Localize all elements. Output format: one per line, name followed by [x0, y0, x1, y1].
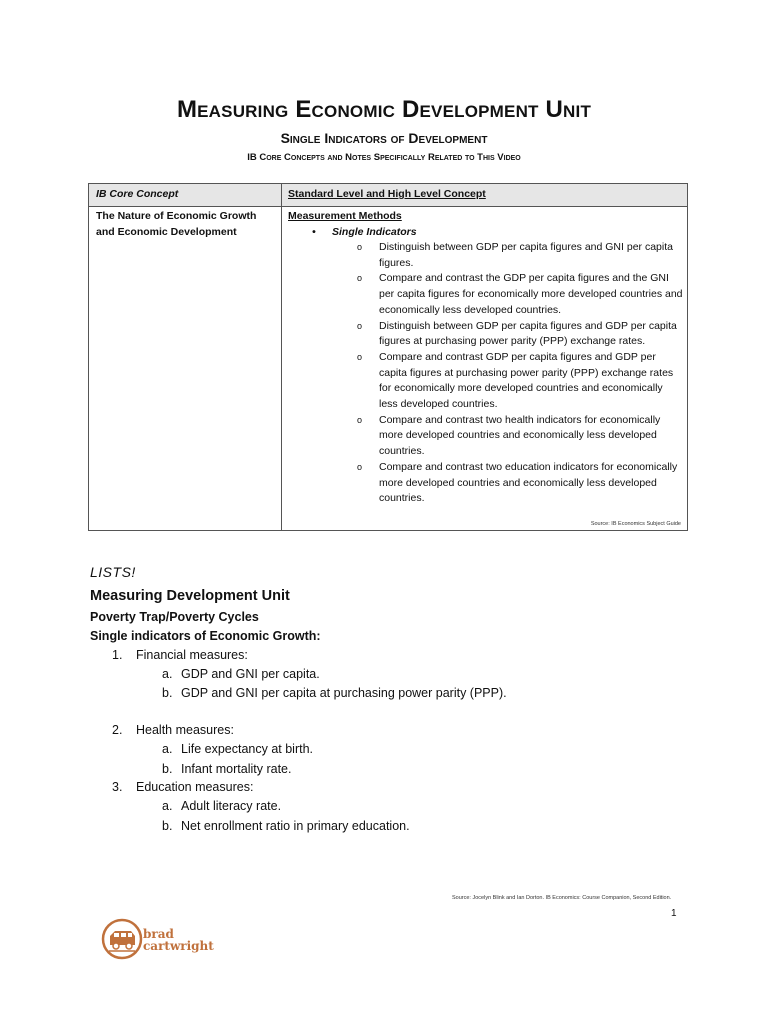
criteria-text: Distinguish between GDP per capita figures and GDP per capita figures at purchasing power parity (PPP) exchange rates. — [379, 319, 677, 348]
concept-table — [88, 183, 688, 531]
list-subitem-text: Life expectancy at birth. — [181, 742, 314, 756]
brand-logo — [101, 914, 221, 966]
single-indicators-heading: Single indicators of Economic Growth: — [90, 629, 321, 643]
circle-bullet-icon: o — [357, 414, 363, 425]
list-subitem-text: Infant mortality rate. — [181, 762, 292, 776]
criteria-text: Compare and contrast GDP per capita figures and GDP per capita figures at purchasing power parity (PPP) exchange rates for economically more developed countries and economically less developed countries. — [379, 350, 674, 411]
bottom-source-note: Source: Jocelyn Blink and Ian Dorton. IB Economics: Course Companion, Second Edition. — [452, 895, 672, 901]
list-letter: b. — [162, 762, 173, 776]
table-column-divider — [281, 184, 282, 530]
criteria-item — [288, 240, 684, 271]
single-indicators-label: Single Indicators — [332, 226, 417, 238]
poverty-heading: Poverty Trap/Poverty Cycles — [90, 610, 259, 624]
criteria-text: Compare and contrast two health indicators for economically more developed countries and economically less developed countries. — [379, 413, 661, 458]
criteria-text: Distinguish between GDP per capita figures and GNI per capita figures. — [379, 241, 673, 269]
criteria-item — [288, 271, 684, 318]
bullet-icon: • — [312, 226, 316, 238]
list-number: 1. — [112, 648, 123, 662]
list-number: 3. — [112, 780, 123, 794]
list-subitem-text: GDP and GNI per capita. — [181, 667, 320, 681]
circle-bullet-icon: o — [357, 242, 363, 252]
table-header-level-concept: Standard Level and High Level Concept — [288, 188, 486, 200]
page-subsubtitle: IB Core Concepts and Notes Specifically Related to This Video — [247, 152, 521, 163]
criteria-item — [288, 319, 684, 350]
criteria-text: Compare and contrast two education indicators for economically more developed countries and economically less developed countries. — [379, 460, 678, 505]
criteria-list — [288, 240, 684, 507]
list-letter: a. — [162, 667, 173, 681]
core-concept-line-2: and Economic Development — [96, 226, 237, 238]
table-source-note: Source: IB Economics Subject Guide — [590, 521, 681, 527]
list-subitem-text: Adult literacy rate. — [181, 799, 282, 813]
page-title: Measuring Economic Development Unit — [176, 96, 592, 123]
logo-text-cartwright: cartwright — [143, 939, 214, 953]
list-letter: b. — [162, 686, 173, 700]
logo-text-brad: brad — [143, 927, 174, 941]
single-indicators-item — [312, 224, 708, 240]
list-letter: a. — [162, 799, 173, 813]
list-number: 2. — [112, 723, 123, 737]
unit-heading: Measuring Development Unit — [90, 588, 290, 604]
core-concept-line-1: The Nature of Economic Growth — [96, 210, 257, 222]
criteria-item — [288, 350, 684, 413]
criteria-text: Compare and contrast the GDP per capita figures and the GNI per capita figures for economically more developed countries and economically less developed countries. — [379, 272, 683, 316]
circle-bullet-icon: o — [357, 320, 363, 331]
circle-bullet-icon: o — [357, 273, 363, 284]
level-concept-cell — [288, 208, 684, 507]
circle-bullet-icon: o — [357, 461, 363, 472]
lists-heading: LISTS! — [90, 564, 136, 580]
list-letter: a. — [162, 742, 173, 756]
list-item-label: Financial measures: — [136, 648, 248, 662]
criteria-item — [288, 413, 684, 460]
criteria-item — [288, 460, 684, 507]
table-header-core-concept: IB Core Concept — [96, 188, 179, 200]
van-logo-icon — [101, 918, 143, 960]
measurement-methods-heading: Measurement Methods — [288, 210, 402, 222]
list-item-label: Education measures: — [136, 780, 254, 794]
page-subtitle: Single Indicators of Development — [280, 130, 488, 146]
list-letter: b. — [162, 819, 173, 833]
page-number: 1 — [671, 908, 677, 919]
list-subitem-text: GDP and GNI per capita at purchasing power parity (PPP). — [181, 686, 507, 700]
core-concept-cell — [96, 208, 276, 240]
list-item-label: Health measures: — [136, 723, 234, 737]
circle-bullet-icon: o — [357, 351, 363, 362]
list-subitem-text: Net enrollment ratio in primary education. — [181, 819, 410, 833]
